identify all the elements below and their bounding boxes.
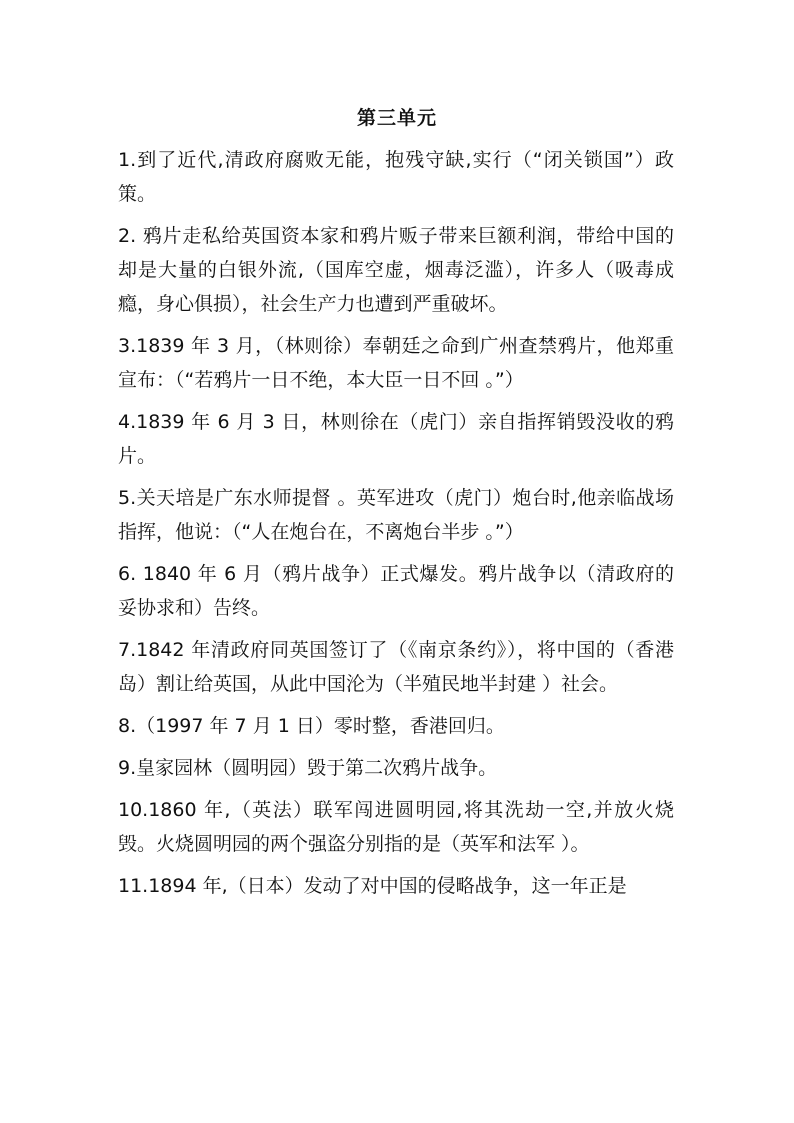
paragraph-2: 2. 鸦片走私给英国资本家和鸦片贩子带来巨额利润，带给中国的却是大量的白银外流,（国库空虚，烟毒泛滥），许多人（吸毒成瘾，身心俱损），社会生产力也遭到严重破坏。 <box>118 225 674 315</box>
paragraph-10: 10.1860 年,（英法）联军闯进圆明园,将其洗劫一空,并放火烧毁。火烧圆明园的两个强盗分别指的是（英军和法军 ）。 <box>118 799 674 855</box>
paragraph-6: 6. 1840 年 6 月（鸦片战争）正式爆发。鸦片战争以（清政府的妥协求和）告终。 <box>118 563 674 619</box>
paragraph-11: 11.1894 年,（日本）发动了对中国的侵略战争，这一年正是 <box>118 875 627 897</box>
paragraph-4: 4.1839 年 6 月 3 日，林则徐在（虎门）亲自指挥销毁没收的鸦片。 <box>118 411 674 467</box>
document-body <box>118 143 674 911</box>
paragraph-1: 1.到了近代,清政府腐败无能，抱残守缺,实行（“闭关锁国”）政策。 <box>118 149 674 205</box>
paragraph-9: 9.皇家园林（圆明园）毁于第二次鸦片战争。 <box>118 757 498 779</box>
page-title: 第三单元 <box>356 107 437 129</box>
paragraph-8: 8.（1997 年 7 月 1 日）零时整，香港回归。 <box>118 715 505 737</box>
paragraph-5: 5.关天培是广东水师提督 。英军进攻（虎门）炮台时,他亲临战场指挥，他说：（“人在炮台在，不离炮台半步 。”） <box>118 487 674 543</box>
paragraph-7: 7.1842 年清政府同英国签订了（《南京条约》），将中国的（香港岛）割让给英国，从此中国沦为（半殖民地半封建 ）社会。 <box>118 639 674 695</box>
paragraph-3: 3.1839 年 3 月，（林则徐）奉朝廷之命到广州查禁鸦片，他郑重宣布：（“若鸦片一日不绝，本大臣一日不回 。”） <box>118 335 674 391</box>
